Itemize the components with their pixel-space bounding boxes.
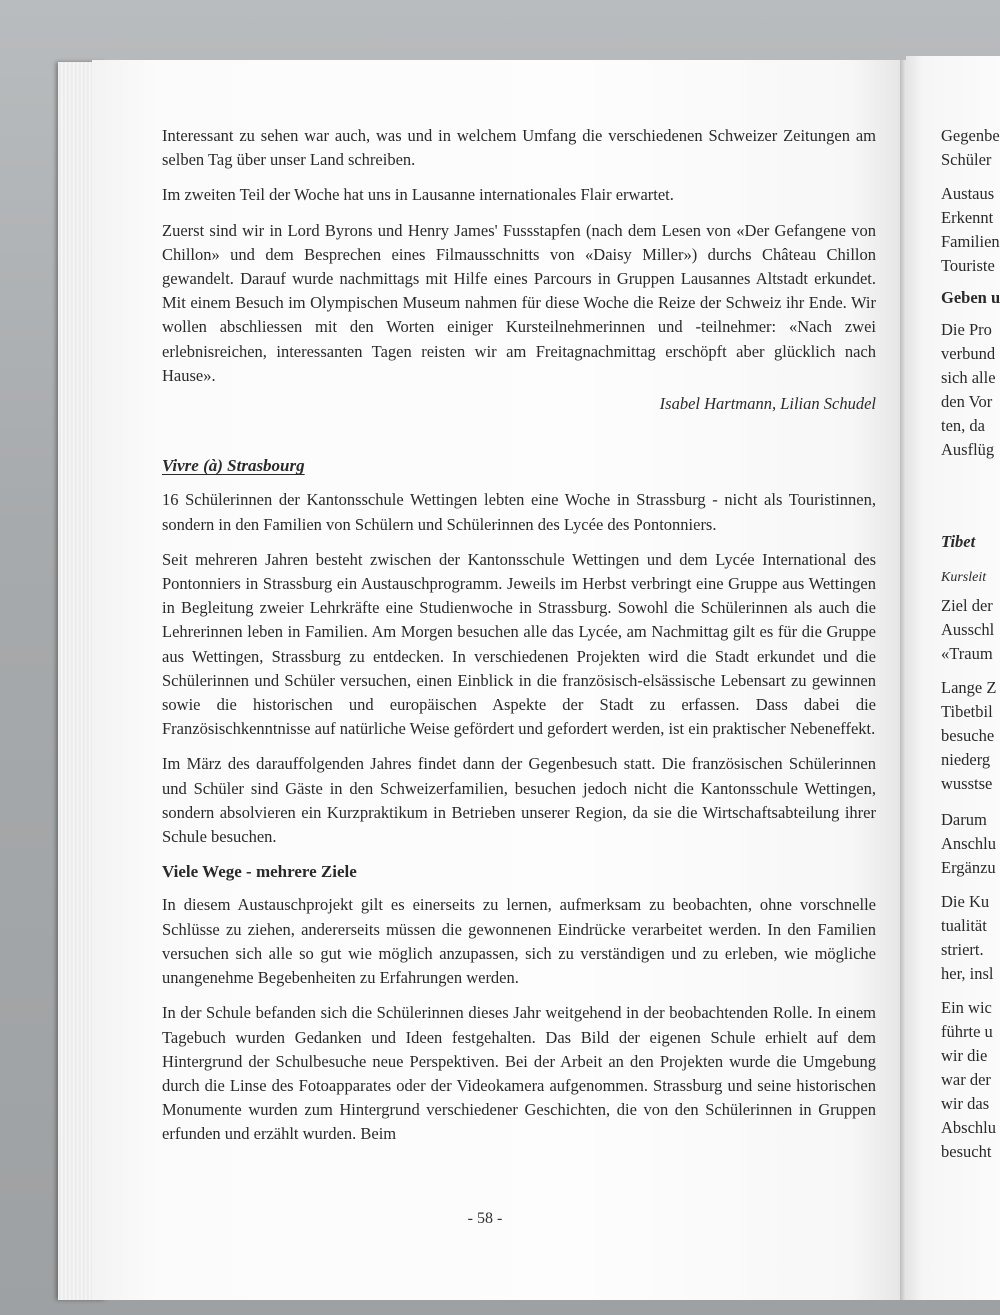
right-page-line: Tibetbil [941,702,993,721]
right-page-line: verbund [941,344,996,363]
right-page-subtitle: Kursleit [941,570,987,585]
right-page-line: Austaus [941,184,995,203]
subsection-title: Viele Wege - mehrere Ziele [162,862,357,882]
right-page [906,56,1000,1300]
paragraph: Interessant zu sehen war auch, was und in welchem Umfang die verschiedenen Schweizer Zeitungen am selben Tag über unser Land schreiben. [162,126,876,170]
right-page-line: Ergänzu [941,858,996,877]
right-page-heading: Geben u [941,288,1000,307]
left-page-text [162,124,876,1158]
paragraph: 16 Schülerinnen der Kantonsschule Wettingen lebten eine Woche in Strassburg - nicht als Touristinnen, sondern in den Familien von Schülern und Schülerinnen des Lycée des Pontonniers. [162,490,876,534]
right-page-line: Lange Z [941,678,997,697]
right-page-line: Ziel der [941,596,993,615]
right-page-line: Die Pro [941,320,992,339]
right-page-line: Anschlu [941,834,996,853]
right-page-line: Abschlu [941,1118,996,1137]
right-page-line: besuche [941,726,995,745]
paragraph: In diesem Austauschprojekt gilt es einerseits zu lernen, aufmerksam zu beobachten, ohne vorschnelle Schlüsse zu ziehen, andererseits müssen die gewonnenen Eindrücke verarbeitet werden. In den Familien versuchen sich alle so gut wie möglich anzupassen, sich zu verständigen und zu erleben, wie mögliche unangenehme Begebenheiten zu Erfahrungen werden. [162,895,876,988]
right-page-line: Ausflüg [941,440,995,459]
right-page-line: Die Ku [941,892,990,911]
right-page-line: den Vor [941,392,993,411]
right-page-line: wir das [941,1094,990,1113]
page-number-text: - 58 - [467,1210,503,1227]
right-page-line: wusstse [941,774,993,793]
section-title: Vivre (à) Strasbourg [162,456,305,476]
right-page-line: Touriste [941,256,995,275]
paragraph: Zuerst sind wir in Lord Byrons und Henry James' Fussstapfen (nach dem Lesen von «Der Gefangene von Chillon» und dem Besprechen eines Filmausschnitts von «Daisy Miller») durchs Château Chillon gewandelt. Darauf wurde nachmittags mit Hilfe eines Parcours in Gruppen Lausannes Altstadt erkundet. Mit einem Besuch im Olympischen Museum nahmen für diese Woche die Reize der Schweiz ihr Ende. Wir wollen abschliessen mit den Worten einiger Kursteilnehmerinnen und -teilnehmer: «Nach zwei erlebnisreichen, interessanten Tagen reisten wir am Freitagnachmittag erschöpft aber glücklich nach Hause». [162,220,876,385]
right-page-line: führte u [941,1022,993,1041]
right-page-line: Ausschl [941,620,995,639]
right-page-line: tualität [941,916,987,935]
right-page-line: wir die [941,1046,988,1065]
right-page-line: war der [941,1070,991,1089]
author-line: Isabel Hartmann, Lilian Schudel [659,394,876,414]
right-page-line: «Traum [941,644,993,663]
right-page-line: Familien [941,232,1000,251]
right-page-line: Schüler [941,150,992,169]
right-page-line: besucht [941,1142,992,1161]
right-page-line: niederg [941,750,991,769]
right-page-line: sich alle [941,368,996,387]
paragraph: Seit mehreren Jahren besteht zwischen der Kantonsschule Wettingen und dem Lycée International des Pontonniers in Strassburg ein Austauschprogramm. Jeweils im Herbst verbringt eine Gruppe aus Wettingen in Begleitung zweier Lehrkräfte eine Studienwoche in Strassburg. Sowohl die Schülerinnen als auch die Lehrerinnen leben in Familien. Am Morgen besuchen alle das Lycée, am Nachmittag gilt es für die Gruppe aus Wettingen, Strassburg zu entdecken. In verschiedenen Projekten wird die Stadt erkundet und die Schülerinnen und Schüler versuchen, einen Einblick in die französisch-elsässische Lebensart zu gewinnen sowie die historischen und europäischen Aspekte der Stadt zu erfassen. Dass dabei die Französischkenntnisse auf natürliche Weise gefördert und gefordert werden, ist ein praktischer Nebeneffekt. [162,549,876,739]
right-page-line: striert. [941,940,984,959]
page-number [0,1210,1000,1228]
right-page-line: Erkennt [941,208,994,227]
right-page-line: Ein wic [941,998,992,1017]
right-page-line: her, insl [941,964,994,983]
right-page-line: Gegenbe [941,126,1000,145]
paragraph: Im März des darauffolgenden Jahres findet dann der Gegenbesuch statt. Die französischen Schülerinnen und Schüler sind Gäste in den Schweizerfamilien, besuchen jedoch nicht die Kantonsschule Wettingen, sondern absolvieren ein Kurzpraktikum in Betrieben unserer Region, da sie die Wirtschaftsabteilung ihrer Schule besuchen. [162,754,876,847]
right-page-heading: Tibet [941,532,976,551]
right-page-line: ten, da [941,416,985,435]
right-page-line: Darum [941,810,987,829]
paragraph: In der Schule befanden sich die Schülerinnen dieses Jahr weitgehend in der beobachtenden Rolle. In einem Tagebuch wurden Gedanken und Ideen festgehalten. Das Bild der eigenen Schule erhielt auf dem Hintergrund der Schulbesuche neue Perspektiven. Bei der Arbeit an den Projekten wurde die Umgebung durch die Linse des Fotoapparates oder der Videokamera aufgenommen. Strassburg und seine historischen Monumente wurden zum Hintergrund verschiedener Geschichten, die von den Schülerinnen in Gruppen erfunden und erzählt wurden. Beim [162,1003,876,1144]
paragraph: Im zweiten Teil der Woche hat uns in Lausanne internationales Flair erwartet. [162,185,674,205]
